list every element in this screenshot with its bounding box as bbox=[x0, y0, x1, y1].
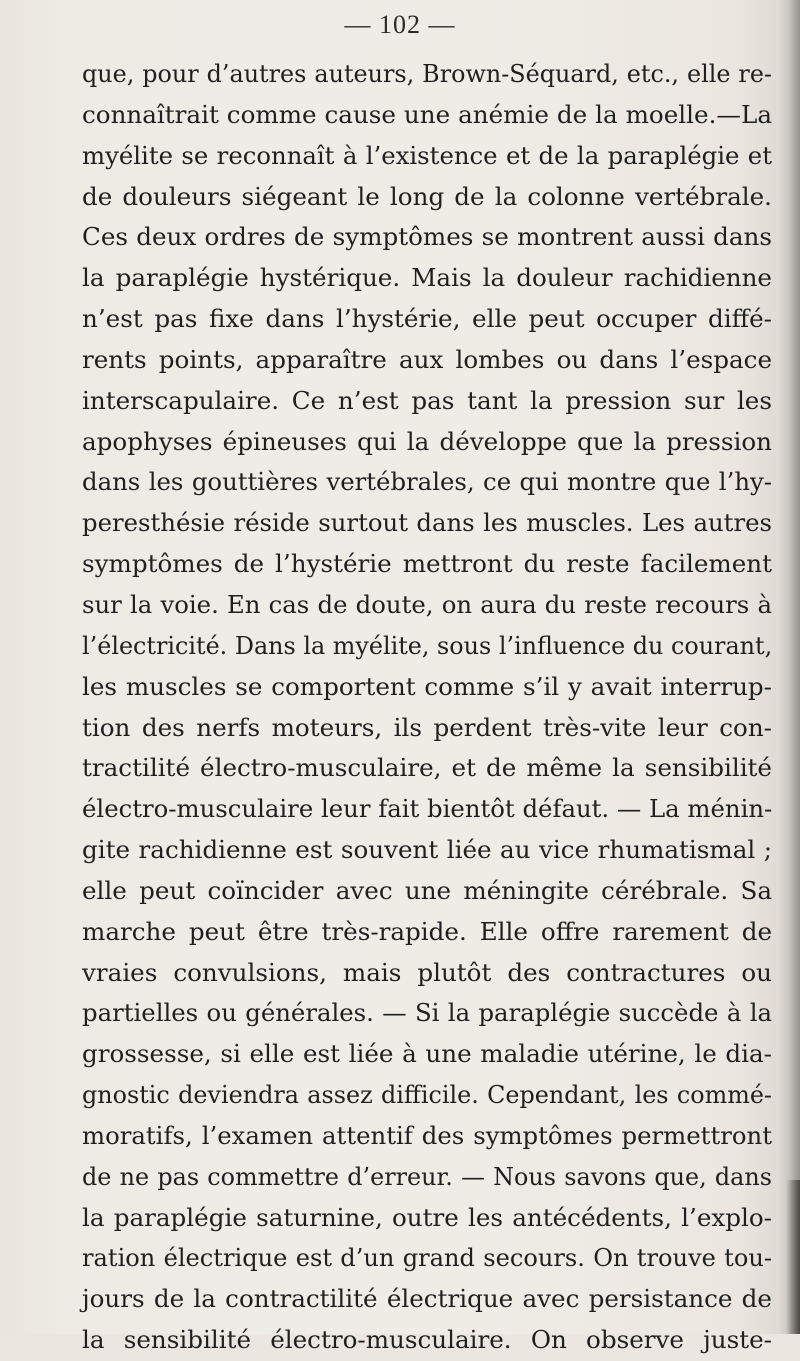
text-line: peresthésie réside surtout dans les muscles. Les autres bbox=[82, 508, 772, 538]
text-line: que, pour d’autres auteurs, Brown-Séquard, etc., elle re- bbox=[82, 60, 772, 88]
page-edge-shadow-lower bbox=[786, 1180, 800, 1334]
text-line: marche peut être très-rapide. Elle offre rarement de bbox=[82, 916, 772, 946]
text-line: dans les gouttières vertébrales, ce qui montre que l’hy- bbox=[82, 467, 772, 497]
text-line: gnostic deviendra assez difficile. Cependant, les commé- bbox=[82, 1081, 772, 1110]
text-line: symptômes de l’hystérie mettront du reste facilement bbox=[82, 549, 772, 579]
body-text bbox=[82, 54, 772, 1361]
text-line: les muscles se comportent comme s’il y avait interrup- bbox=[82, 671, 772, 701]
text-line: de douleurs siégeant le long de la colonne vertébrale. bbox=[82, 181, 772, 211]
text-line: n’est pas fixe dans l’hystérie, elle peut occuper diffé- bbox=[82, 304, 772, 334]
text-line: tractilité électro-musculaire, et de même la sensibilité bbox=[82, 753, 772, 783]
page-number: — 102 — bbox=[344, 10, 456, 39]
text-line: connaîtrait comme cause une anémie de la moelle.—La bbox=[82, 99, 772, 129]
text-line: myélite se reconnaît à l’existence et de la paraplégie et bbox=[82, 140, 772, 170]
text-line: jours de la contractilité électrique avec persistance de bbox=[82, 1284, 772, 1314]
text-line: ration électrique est d’un grand secours. On trouve tou- bbox=[82, 1244, 772, 1273]
text-line: rents points, apparaître aux lombes ou dans l’espace bbox=[82, 344, 772, 374]
text-line: la paraplégie hystérique. Mais la douleur rachidienne bbox=[82, 263, 772, 293]
text-line: sur la voie. En cas de doute, on aura du reste recours à bbox=[82, 589, 772, 619]
text-line: gite rachidienne est souvent liée au vice rhumatismal ; bbox=[82, 835, 772, 865]
text-line: la paraplégie saturnine, outre les antécédents, l’explo- bbox=[82, 1202, 772, 1232]
page-edge-shadow bbox=[778, 0, 800, 1334]
text-line: moratifs, l’examen attentif des symptômes permettront bbox=[82, 1120, 772, 1150]
text-line: tion des nerfs moteurs, ils perdent très-vite leur con- bbox=[82, 712, 772, 742]
text-line: Ces deux ordres de symptômes se montrent aussi dans bbox=[82, 222, 772, 252]
text-line: elle peut coïncider avec une méningite cérébrale. Sa bbox=[82, 875, 772, 905]
text-line: l’électricité. Dans la myélite, sous l’influence du courant, bbox=[82, 631, 773, 660]
text-line: électro-musculaire leur fait bientôt défaut. — La ménin- bbox=[82, 794, 773, 824]
text-line: de ne pas commettre d’erreur. — Nous savons que, dans bbox=[82, 1162, 772, 1191]
text-line: grossesse, si elle est liée à une maladie utérine, le dia- bbox=[82, 1039, 772, 1069]
text-line: interscapulaire. Ce n’est pas tant la pression sur les bbox=[82, 385, 772, 415]
text-line: la sensibilité électro-musculaire. On observe juste- bbox=[82, 1325, 772, 1355]
text-line: vraies convulsions, mais plutôt des contractures ou bbox=[82, 957, 772, 987]
text-line: apophyses épineuses qui la développe que la pression bbox=[82, 426, 772, 456]
text-line: partielles ou générales. — Si la paraplégie succède à la bbox=[82, 998, 772, 1028]
